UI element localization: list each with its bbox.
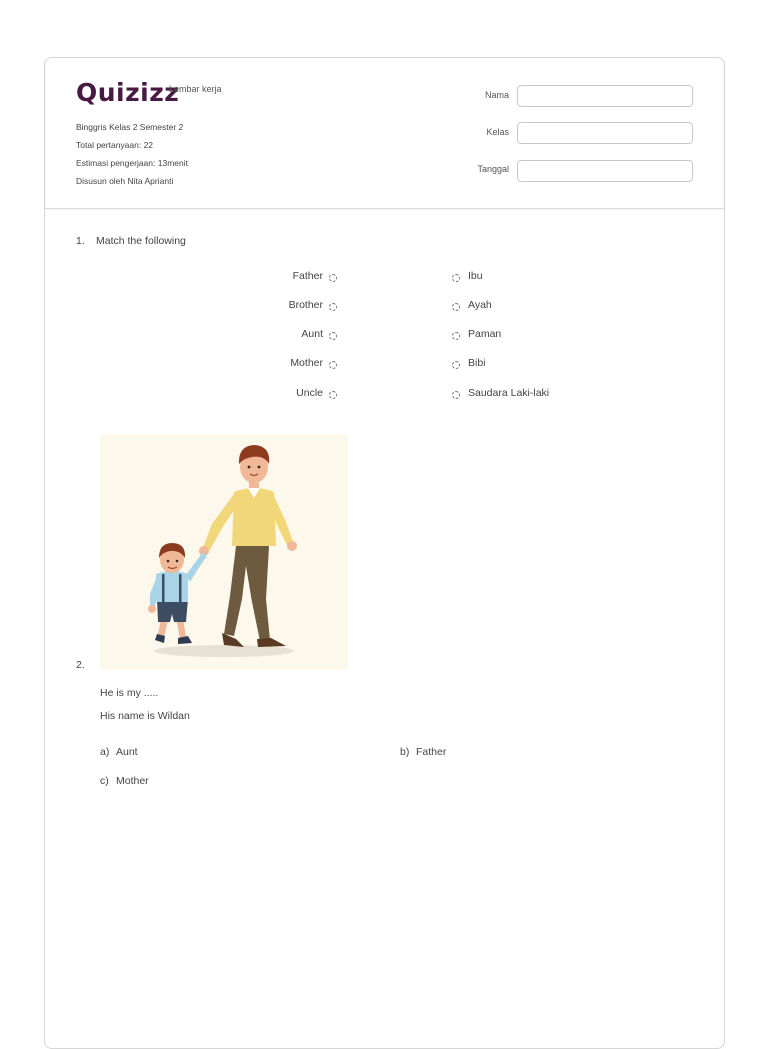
option-letter: a) xyxy=(100,746,110,758)
quizizz-logo: Quizizz xyxy=(76,78,180,107)
option-text: Father xyxy=(416,746,447,758)
match-right-item: Ayah xyxy=(468,299,492,311)
question-1-number: 1. xyxy=(76,235,85,247)
meta-author: Disusun oleh Nita Aprianti xyxy=(76,176,174,186)
match-right-item: Paman xyxy=(468,328,502,340)
question-2-number: 2. xyxy=(76,659,85,671)
match-left-dot[interactable] xyxy=(329,303,337,311)
question-2-line1: He is my ..... xyxy=(100,687,159,699)
match-right-dot[interactable] xyxy=(452,332,460,340)
match-left-dot[interactable] xyxy=(329,332,337,340)
meta-subject: Binggris Kelas 2 Semester 2 xyxy=(76,122,184,132)
match-left-item: Aunt xyxy=(301,328,323,340)
match-right-dot[interactable] xyxy=(452,274,460,282)
match-left-dot[interactable] xyxy=(329,361,337,369)
option-letter: c) xyxy=(100,775,109,787)
match-right-item: Ibu xyxy=(468,270,483,282)
option-text: Aunt xyxy=(116,746,138,758)
option-c[interactable] xyxy=(100,775,149,787)
name-label: Nama xyxy=(484,90,509,100)
match-left-item: Father xyxy=(292,270,323,282)
worksheet-subtitle: Lembar kerja xyxy=(169,84,222,94)
worksheet-header xyxy=(45,58,724,209)
match-left-item: Mother xyxy=(290,357,323,369)
option-text: Mother xyxy=(116,775,149,787)
match-right-dot[interactable] xyxy=(452,303,460,311)
worksheet xyxy=(44,57,725,1049)
date-label: Tanggal xyxy=(477,164,509,174)
question-2-line2: His name is Wildan xyxy=(100,710,190,722)
father-and-son-illustration xyxy=(100,434,348,670)
match-right-dot[interactable] xyxy=(452,391,460,399)
match-left-item: Brother xyxy=(288,299,323,311)
option-b[interactable] xyxy=(400,746,446,758)
match-right-item: Bibi xyxy=(468,357,486,369)
question-1-text: Match the following xyxy=(96,235,186,247)
class-field[interactable] xyxy=(517,122,693,144)
option-a[interactable] xyxy=(100,746,138,758)
option-letter: b) xyxy=(400,746,410,758)
match-right-item: Saudara Laki-laki xyxy=(468,387,550,399)
date-field[interactable] xyxy=(517,160,693,182)
match-left-dot[interactable] xyxy=(329,391,337,399)
match-left-dot[interactable] xyxy=(329,274,337,282)
worksheet-meta xyxy=(76,118,188,190)
meta-total-questions: Total pertanyaan: 22 xyxy=(76,140,154,150)
meta-estimated-time: Estimasi pengerjaan: 13menit xyxy=(76,158,188,168)
match-left-item: Uncle xyxy=(296,387,323,399)
class-label: Kelas xyxy=(486,127,509,137)
match-right-dot[interactable] xyxy=(452,361,460,369)
name-field[interactable] xyxy=(517,85,693,107)
